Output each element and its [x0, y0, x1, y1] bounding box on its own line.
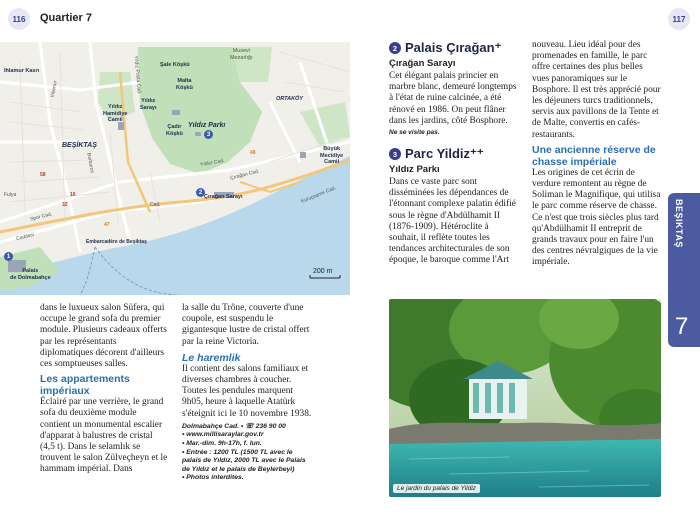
- district-tab-label: BEŞIKTAŞ: [674, 199, 684, 248]
- left-col2-intro: la salle du Trône, couverte d'une coupole, est suspendu le gigantesque lustre de cristal offert par la reine Victoria.: [182, 303, 310, 347]
- map-label-embarcadere: Embarcadère de Beşiktaş: [86, 239, 147, 245]
- map-poi: 47: [104, 222, 110, 228]
- map-label-mecidiye: Büyük Mecidiye Camii: [320, 146, 344, 165]
- map-street: Cad.: [150, 202, 161, 208]
- map-pin-2: 2: [196, 188, 205, 197]
- photo-caption: Le jardin du palais de Yildiz: [393, 484, 480, 493]
- map-street: Yıldız Posta Cad.: [132, 55, 142, 95]
- map-street: Spor Cad.: [29, 211, 53, 223]
- yildiz-body: Dans ce vaste parc sont disséminées les dépendances de l'étonnant complexe palatin édifié sous le règne d'Abdülhamit II (1876-1909). Hétéroclite à souhait, il reflète toutes les tendances architecturales de son époque, le baroque comme l'Art: [389, 177, 516, 266]
- photo-graphic: [389, 299, 661, 497]
- ciragan-note: Ne se visite pas.: [389, 129, 440, 137]
- map-poi: 32: [62, 202, 68, 208]
- map-label-malta: Malta Köşkü: [176, 78, 193, 91]
- map-street: Yıldız Cad.: [199, 157, 225, 169]
- district-tab-number: 7: [675, 313, 689, 340]
- ciragan-body: Cet élégant palais princier en marbre blanc, demeuré longtemps à l'état de ruine calcinée, a été rénové en 1986. On peut flâner dans les jardins, côté Bosphore.: [389, 71, 517, 126]
- map-label-ciragan: Çırağan Sarayı: [204, 194, 243, 200]
- map-street: Çırağan Cad.: [229, 168, 261, 182]
- map-street: Ihlamur: [49, 80, 59, 98]
- map-street: Caddesi: [15, 231, 35, 243]
- map-label-yildiz-sarayi: Yıldız Sarayı: [140, 98, 157, 111]
- map-poi: 58: [40, 172, 46, 178]
- left-col1-body: Éclairé par une verrière, le grand sofa du deuxième module contient un monumental escalier d'apparat à balustres de cristal (4,5 t). Dans le selamlık se trouvent le salon Zülveçheyn et le hammam impérial. Dans: [40, 397, 168, 475]
- left-col2-heading: Le haremlik: [182, 351, 241, 364]
- practical-info: [182, 423, 312, 483]
- section-yildiz-title: [389, 146, 519, 162]
- section-ciragan-title: [389, 40, 519, 56]
- map-label-cadir: Çadır Köşkü: [166, 124, 183, 137]
- map-label-sale: Şale Köşkü: [160, 62, 190, 68]
- map-pin-1: 1: [4, 252, 13, 261]
- map-scale-label: 200 m: [313, 268, 333, 275]
- info-price: • Entrée : 1200 TL (1500 TL avec le palais de Yıldız, 2000 TL avec le Palais de Yıldız et le palais de Beylerbeyi): [182, 448, 306, 473]
- map-label-yildiz-parki: Yıldız Parkı: [188, 122, 226, 129]
- section-number-2: 2: [389, 42, 401, 54]
- map-label-besiktas: BEŞİKTAŞ: [62, 142, 97, 149]
- district-tab[interactable]: [668, 193, 700, 347]
- yildiz-garden-photo: [389, 299, 661, 497]
- map-street: Kuruçeşme Cad.: [300, 185, 338, 205]
- right-col2: [532, 40, 662, 269]
- yildiz-title-text: Parc Yildiz⁺⁺: [405, 146, 484, 162]
- map-label-cemetery: Musevi Mezarlığı: [230, 48, 253, 61]
- info-photos: • Photos interdites.: [182, 474, 244, 482]
- map-street: Barbaros: [85, 152, 95, 174]
- left-col1: [40, 303, 168, 476]
- ciragan-title-text: Palais Çırağan⁺: [405, 40, 502, 55]
- neighborhood-map: [0, 42, 350, 295]
- right-col2-body: Les origines de cet écrin de verdure remontent au règne de Soliman le Magnifique, qui utilisa le parc comme réserve de chasse. Ce n'est que trois siècles plus tard qu'Abdülhamit II entreprit de grands travaux pour en faire l'un des centres névralgiques de la vie impériale.: [532, 167, 661, 268]
- yildiz-subtitle: Yıldız Parkı: [389, 164, 440, 176]
- map-poi: 48: [250, 150, 256, 156]
- right-page-number: 117: [668, 8, 690, 30]
- ciragan-subtitle: Çırağan Sarayı: [389, 58, 456, 69]
- info-website[interactable]: • www.millisaraylar.gov.tr: [182, 431, 264, 439]
- left-col2-body: Il contient des salons familiaux et diverses chambres à coucher. Toutes les pendules marquent 9h05, heure à laquelle Atatürk s'éteignit ici le 10 novembre 1938.: [182, 363, 312, 419]
- left-col1-heading: Les appartements impériaux: [40, 373, 130, 398]
- map-pin-3: 3: [204, 130, 213, 139]
- map-street: Fulya: [4, 192, 17, 198]
- section-number-3: 3: [389, 148, 401, 160]
- map-label-ihlamur: Ihlamur Kasrı: [4, 68, 40, 74]
- map-label-ortakoy: ORTAKÖY: [276, 96, 303, 102]
- running-head: Quartier 7: [40, 12, 92, 24]
- left-page-number: 116: [8, 8, 30, 30]
- map-label-yildiz-camii: Yıldız Hamidiye Camii: [103, 104, 128, 123]
- left-col2: [182, 303, 312, 483]
- map-label-dolmabahce: Palais de Dolmabahçe: [10, 268, 51, 281]
- map-poi: 16: [70, 192, 76, 198]
- right-col2-heading: Une ancienne réserve de chasse impériale: [532, 143, 656, 168]
- info-address: Dolmabahçe Cad. • ☏ 236 90 00: [182, 422, 286, 430]
- right-col1: [389, 40, 519, 267]
- right-col2-intro: nouveau. Lieu idéal pour des promenades en famille, le parc offre certaines des plus belles vues panoramiques sur le Bosphore. Il est très apprécié pour les déjeuners turcs traditionnels, servis aux pavillons de la Tente et de Malte, convertis en cafés-restaurants.: [532, 40, 661, 140]
- info-hours: • Mar.-dim. 9h-17h, f. lun.: [182, 440, 262, 448]
- left-col1-intro: dans le luxueux salon Süfera, qui occupe le grand sofa du premier module. Plusieurs cadeaux offerts par les représentants diplomatiques décorent d'ailleurs ces somptueuses salles.: [40, 303, 167, 370]
